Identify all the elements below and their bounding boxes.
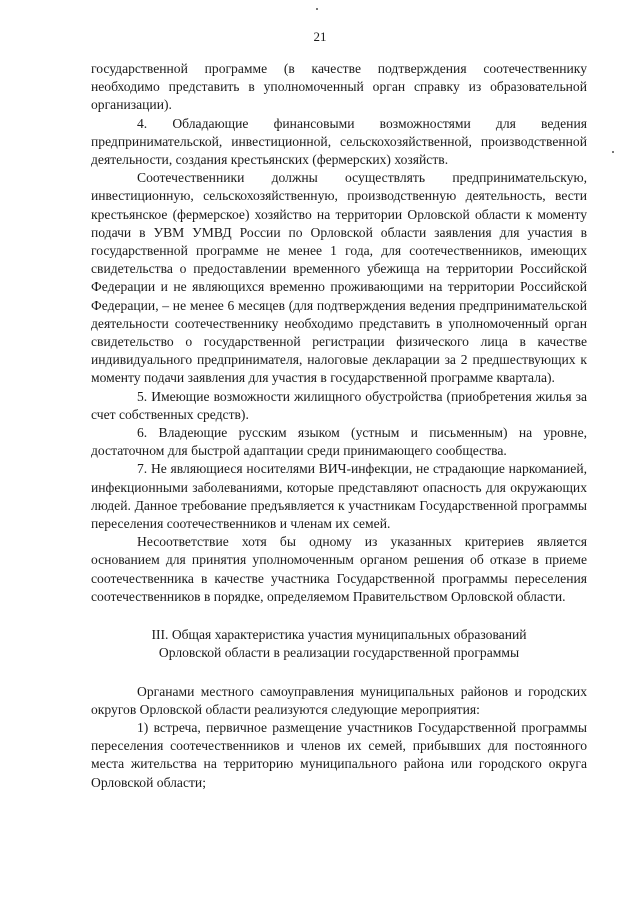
paragraph-continuation: государственной программе (в качестве подтверждения соотечественнику необходимо представить в уполномоченный орган справку из образовательной организации). bbox=[91, 61, 587, 113]
paragraph-refusal-basis: Несоответствие хотя бы одному из указанных критериев является основанием для принятия уполномоченным органом решения об отказе в приеме соотечественника в качестве участника Государственной программы переселения соотечественников в порядке, определяемом Правительством Орловской области. bbox=[91, 534, 587, 604]
paragraph-local-measures: Органами местного самоуправления муниципальных районов и городских округов Орловской области реализуются следующие мероприятия: bbox=[91, 683, 587, 717]
document-body bbox=[91, 60, 587, 792]
section-heading-line-2: Орловской области в реализации государственной программы bbox=[158, 645, 520, 661]
section-heading bbox=[91, 626, 587, 662]
criterion-4: 4. Обладающие финансовыми возможностями для ведения предпринимательской, инвестиционной, сельскохозяйственной, производственной деятельности, создания крестьянских (фермерских) хозяйств. bbox=[91, 115, 587, 168]
scan-mark-top bbox=[316, 8, 318, 10]
criterion-6: 6. Владеющие русским языком (устным и письменным) на уровне, достаточном для быстрой адаптации среди принимающего сообщества. bbox=[91, 425, 587, 459]
criterion-5: 5. Имеющие возможности жилищного обустройства (приобретения жилья за счет собственных средств). bbox=[91, 388, 587, 422]
page-number: 21 bbox=[313, 29, 327, 44]
paragraph-compatriots-activity: Соотечественники должны осуществлять предпринимательскую, инвестиционную, сельскохозяйственную, производственную деятельность, вести крестьянское (фермерское) хозяйство на территории Орловской области к моменту подачи в УВМ УМВД России по Орловской области заявления для участия в государственной программе не менее 1 года, для соотечественников, имеющих свидетельства о предоставлении временного убежища на территории Российской Федерации и не являющихся временно проживающими на территории Российской Федерации, – не менее 6 месяцев (для подтверждения ведения предпринимательской деятельности соотечественнику необходимо представить в уполномоченный орган свидетельство о государственной регистрации физического лица в качестве индивидуального предпринимателя, налоговые декларации за 2 предшествующих к моменту подачи заявления для участия в государственной программе квартала). bbox=[91, 170, 587, 386]
scan-mark-right bbox=[612, 151, 614, 153]
section-heading-line-1: III. Общая характеристика участия муниципальных образований bbox=[151, 627, 527, 643]
measure-1: 1) встреча, первичное размещение участников Государственной программы переселения соотечественников и членов их семей, прибывших для постоянного места жительства на территорию муниципального района или городского округа Орловской области; bbox=[91, 719, 587, 790]
criterion-7: 7. Не являющиеся носителями ВИЧ-инфекции, не страдающие наркоманией, инфекционными заболеваниями, которые представляют опасность для окружающих людей. Данное требование предъявляется к участникам Государственной программы переселения соотечественников и членам их семей. bbox=[91, 461, 587, 532]
